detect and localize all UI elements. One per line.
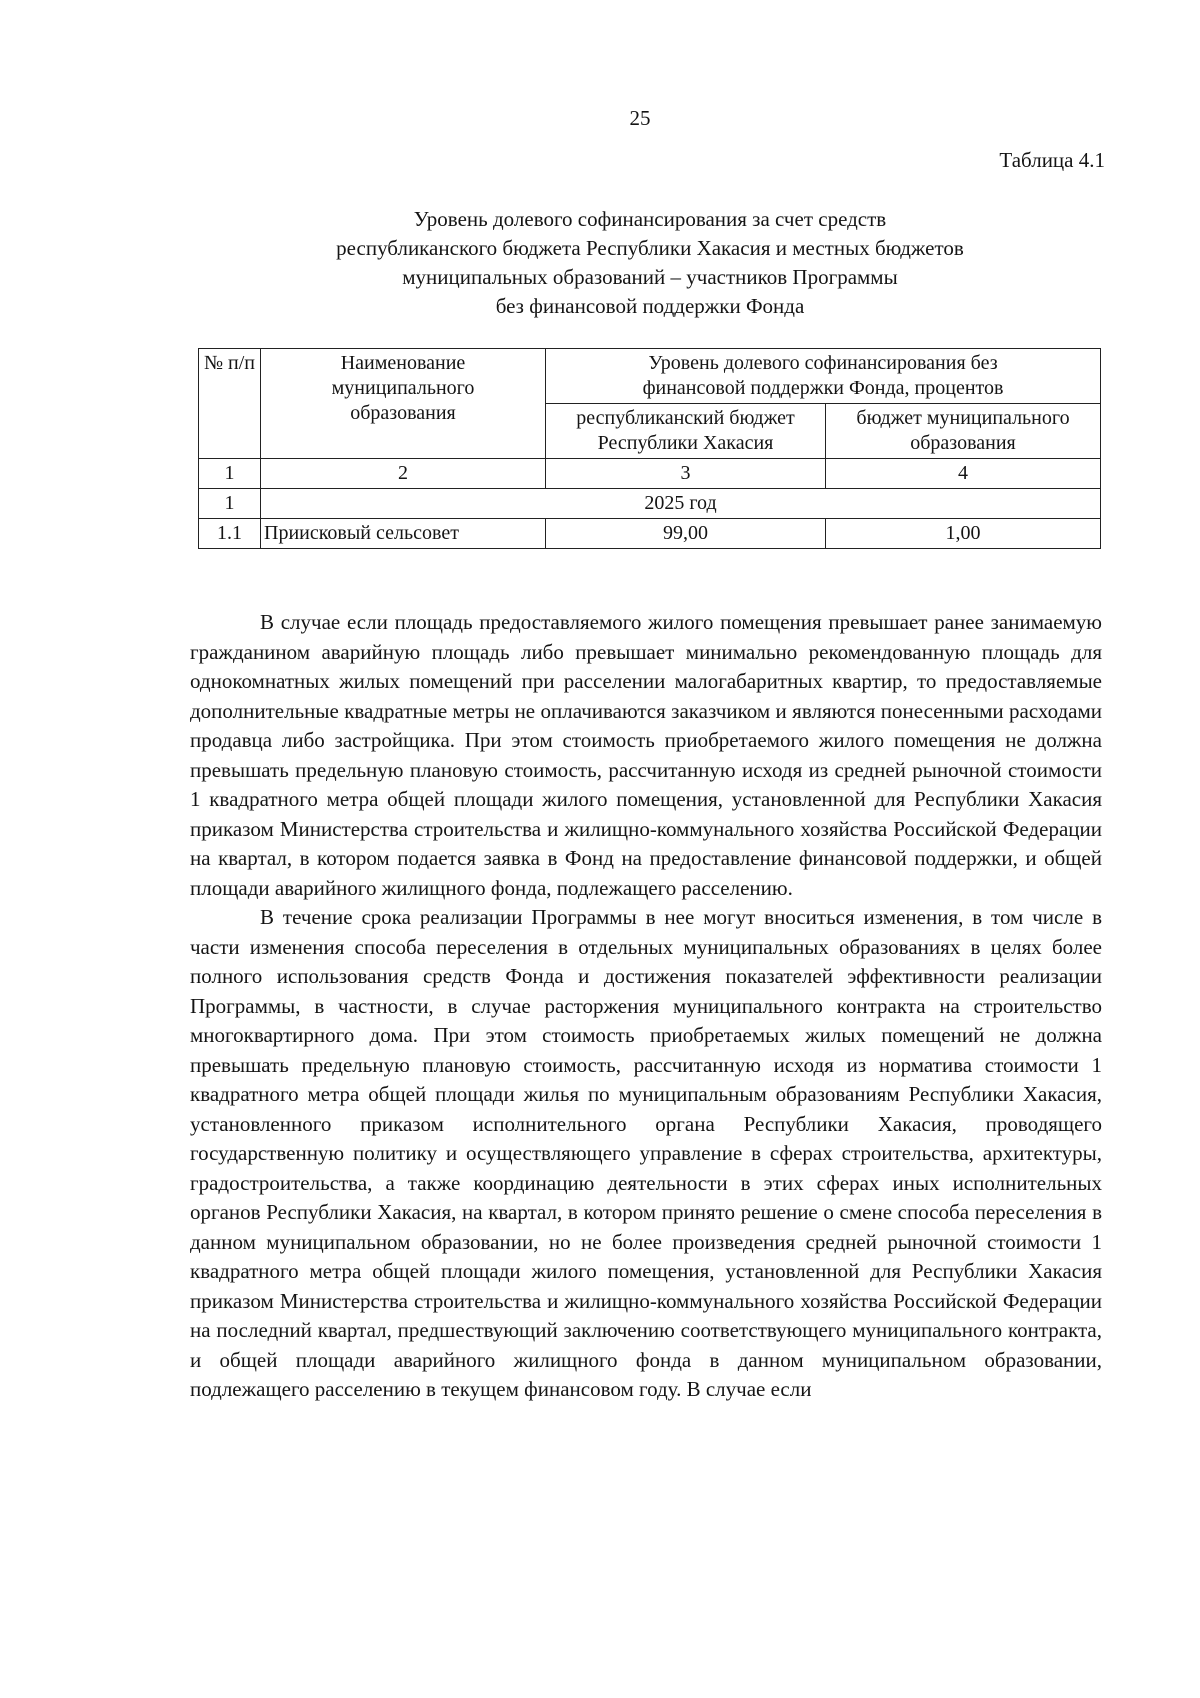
- body-text: [190, 608, 1102, 1405]
- paragraph: В случае если площадь предоставляемого жилого помещения превышает ранее занимаемую гражданином аварийную площадь либо превышает минимально рекомендованную площадь для однокомнатных жилых помещений при расселении малогабаритных квартир, то предоставляемые дополнительные квадратные метры не оплачиваются заказчиком и являются понесенными расходами продавца либо застройщика. При этом стоимость приобретаемого жилого помещения не должна превышать предельную плановую стоимость, рассчитанную исходя из средней рыночной стоимости 1 квадратного метра общей площади жилого помещения, установленной для Республики Хакасия приказом Министерства строительства и жилищно-коммунального хозяйства Российской Федерации на квартал, в котором подается заявка в Фонд на предоставление финансовой поддержки, и общей площади аварийного жилищного фонда, подлежащего расселению.: [190, 610, 1102, 900]
- header-num: № п/п: [199, 349, 261, 459]
- header-municipal-budget: бюджет муниципального образования: [826, 404, 1101, 459]
- cofinancing-table: [198, 348, 1101, 549]
- row-municipal-value: 1,00: [826, 519, 1101, 549]
- table-title-line: без финансовой поддержки Фонда: [495, 294, 805, 318]
- row-name: Приисковый сельсовет: [261, 519, 546, 549]
- column-number: 2: [261, 459, 546, 489]
- table-title-line: республиканского бюджета Республики Хакасия и местных бюджетов: [336, 236, 964, 260]
- row-republic-value: 99,00: [546, 519, 826, 549]
- column-number: 4: [826, 459, 1101, 489]
- table-row: [199, 519, 1101, 549]
- column-number: 3: [546, 459, 826, 489]
- header-level: Уровень долевого софинансирования без финансовой поддержки Фонда, процентов: [546, 349, 1101, 404]
- table-title-line: Уровень долевого софинансирования за счет средств: [413, 207, 887, 231]
- year-row-label: 2025 год: [261, 489, 1101, 519]
- table-header-row: [199, 349, 1101, 404]
- row-num: 1.1: [199, 519, 261, 549]
- year-row-num: 1: [199, 489, 261, 519]
- table-title: [270, 205, 1030, 321]
- header-republic-budget: республиканский бюджет Республики Хакасия: [546, 404, 826, 459]
- page-number: 25: [629, 106, 651, 130]
- table-caption: Таблица 4.1: [999, 148, 1105, 172]
- paragraph: В течение срока реализации Программы в нее могут вноситься изменения, в том числе в части изменения способа переселения в отдельных муниципальных образованиях в целях более полного использования средств Фонда и достижения показателей эффективности реализации Программы, в частности, в случае расторжения муниципального контракта на строительство многоквартирного дома. При этом стоимость приобретаемых жилых помещений не должна превышать предельную плановую стоимость, рассчитанную исходя из норматива стоимости 1 квадратного метра общей площади жилья по муниципальным образованиям Республики Хакасия, установленного приказом исполнительного органа Республики Хакасия, проводящего государственную политику и осуществляющего управление в сферах строительства, архитектуры, градостроительства, а также координацию деятельности в этих сферах иных исполнительных органов Республики Хакасия, на квартал, в котором принято решение о смене способа переселения в данном муниципальном образовании, но не более произведения средней рыночной стоимости 1 квадратного метра общей площади жилого помещения, установленной для Республики Хакасия приказом Министерства строительства и жилищно-коммунального хозяйства Российской Федерации на последний квартал, предшествующий заключению соответствующего муниципального контракта, и общей площади аварийного жилищного фонда в данном муниципальном образовании, подлежащего расселению в текущем финансовом году. В случае если: [190, 905, 1102, 1401]
- column-number: 1: [199, 459, 261, 489]
- table-title-line: муниципальных образований – участников Программы: [402, 265, 898, 289]
- table-column-numbers-row: [199, 459, 1101, 489]
- table-year-row: [199, 489, 1101, 519]
- header-name: Наименование муниципального образования: [261, 349, 546, 459]
